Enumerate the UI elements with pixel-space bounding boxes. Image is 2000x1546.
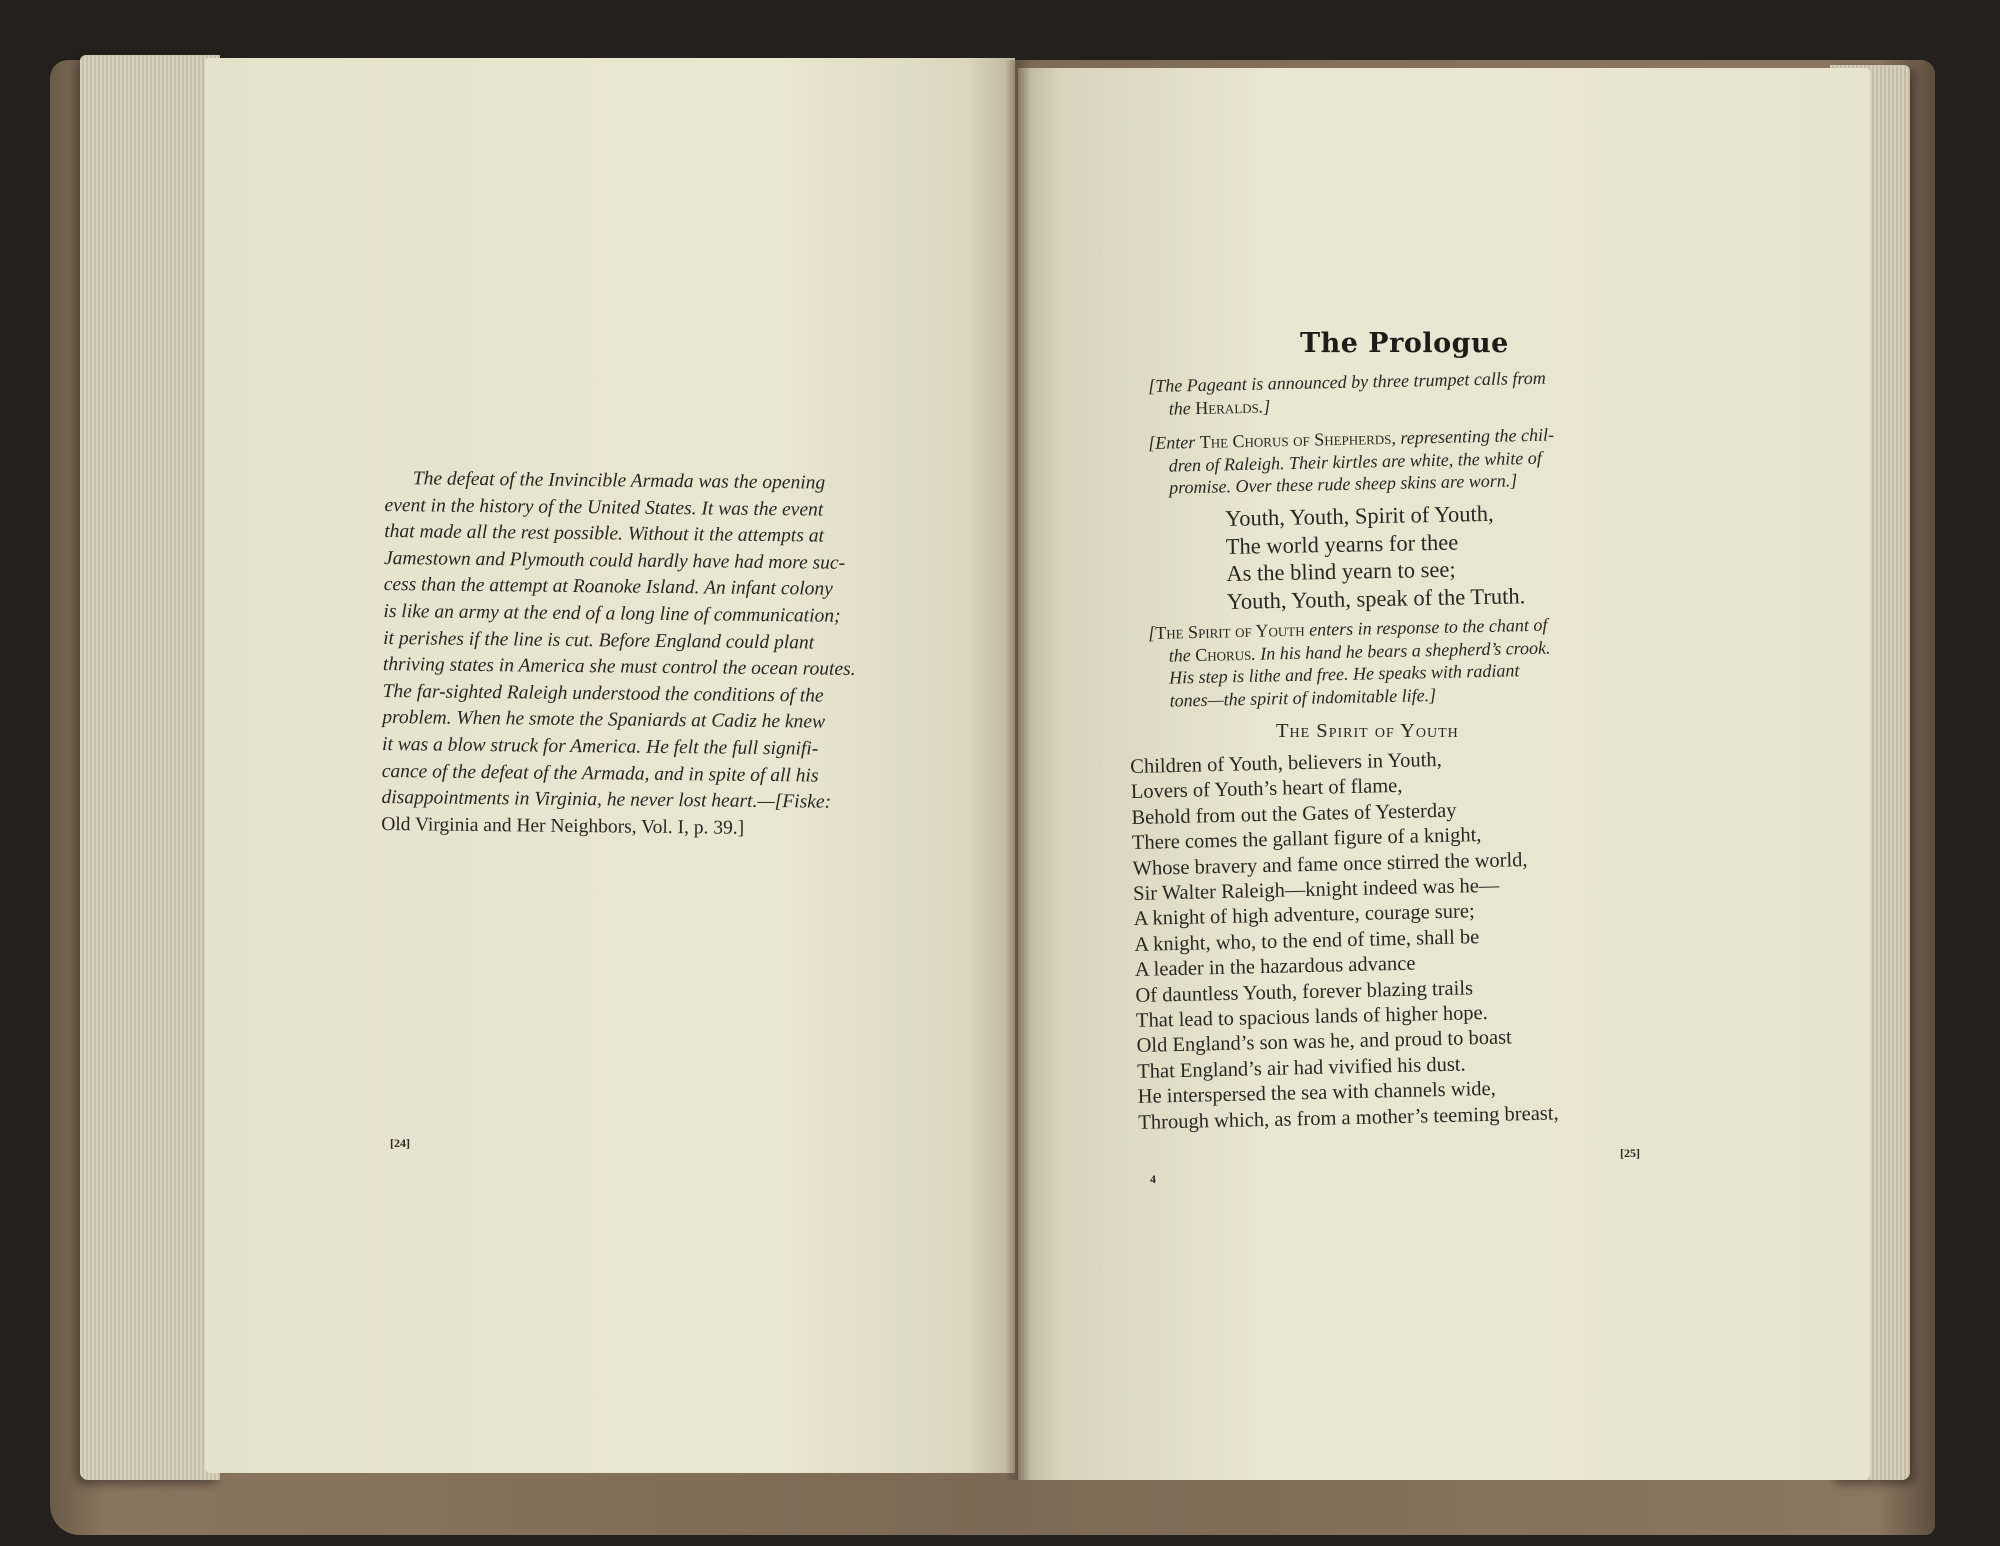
verse-line: That lead to spacious lands of higher hope. xyxy=(1135,1002,1489,1032)
verse-line: A knight, who, to the end of time, shall be xyxy=(1134,925,1480,956)
left-page-number: [24] xyxy=(390,1136,410,1150)
signature-mark: 4 xyxy=(1150,1172,1156,1186)
quote-citation: Old Virginia and Her Neighbors, Vol. I, p. 39.] xyxy=(381,813,745,839)
quote-line: it perishes if the line is cut. Before England could plant xyxy=(383,627,815,654)
book-gutter xyxy=(1005,60,1031,1480)
verse-line: A leader in the hazardous advance xyxy=(1134,952,1416,982)
stage-direction-line: [The Spirit of Youth enters in response to the chant of xyxy=(1148,614,1548,643)
stage-direction-line: the Heralds.] xyxy=(1168,395,1271,419)
quote-line: event in the history of the United States. It was the event xyxy=(384,494,824,521)
verse-line: Of dauntless Youth, forever blazing trails xyxy=(1135,976,1474,1007)
verse-line: Lovers of Youth’s heart of flame, xyxy=(1130,775,1403,804)
verse-line: He interspersed the sea with channels wide, xyxy=(1137,1078,1496,1109)
verse-line: Through which, as from a mother’s teeming breast, xyxy=(1138,1102,1559,1134)
verse-line: Whose bravery and fame once stirred the world, xyxy=(1132,848,1528,880)
speaker-heading: The Spirit of Youth xyxy=(1276,720,1459,742)
stage-direction-line: His step is lithe and free. He speaks with radiant xyxy=(1168,660,1520,688)
quote-line: disappointments in Virginia, he never lost heart.—[Fiske: xyxy=(381,787,832,813)
stage-direction-line: tones—the spirit of indomitable life.] xyxy=(1169,684,1437,711)
stage-direction-line: promise. Over these rude sheep skins are worn.] xyxy=(1168,470,1518,498)
quote-line: cance of the defeat of the Armada, and in spite of all his xyxy=(381,760,819,787)
quote-line: is like an army at the end of a long line of communication; xyxy=(383,600,841,627)
page-title: The Prologue xyxy=(1300,328,1509,359)
quote-line: problem. When he smote the Spaniards at Cadiz he knew xyxy=(382,707,826,733)
quote-line: thriving states in America she must control the ocean routes. xyxy=(382,654,856,681)
verse-line: There comes the gallant figure of a knight, xyxy=(1131,824,1482,855)
chorus-line: Youth, Youth, speak of the Truth. xyxy=(1226,582,1526,614)
spirit-of-youth-speech xyxy=(1130,745,1559,1136)
verse-line: That England’s air had vivified his dust. xyxy=(1136,1053,1466,1083)
chorus-line: The world yearns for thee xyxy=(1225,529,1459,559)
stage-direction-spirit xyxy=(1148,611,1670,712)
chorus-line: As the blind yearn to see; xyxy=(1226,556,1456,586)
verse-line: Sir Walter Raleigh—knight indeed was he— xyxy=(1132,874,1500,905)
quote-line: that made all the rest possible. Without it the attempts at xyxy=(384,521,825,547)
quote-line: The defeat of the Invincible Armada was the opening xyxy=(412,468,826,494)
stage-direction-chorus xyxy=(1148,422,1649,500)
quote-line: The far-sighted Raleigh understood the conditions of the xyxy=(382,680,824,707)
left-page-edges xyxy=(80,55,220,1480)
verse-line: A knight of high adventure, courage sure; xyxy=(1133,900,1475,931)
chorus-chant xyxy=(1225,499,1525,615)
stage-direction-line: [Enter The Chorus of Shepherds, representing the chil- xyxy=(1148,424,1555,453)
chorus-line: Youth, Youth, Spirit of Youth, xyxy=(1225,500,1494,531)
verse-line: Old England’s son was he, and proud to boast xyxy=(1136,1026,1512,1058)
fiske-quotation xyxy=(381,466,910,844)
quote-line: cess than the attempt at Roanoke Island. An infant colony xyxy=(383,574,833,601)
quote-line: it was a blow struck for America. He felt the full signifi- xyxy=(381,733,819,760)
stage-direction-line: dren of Raleigh. Their kirtles are white, the white of xyxy=(1168,447,1542,476)
verse-line: Children of Youth, believers in Youth, xyxy=(1130,748,1442,778)
right-page-number: [25] xyxy=(1620,1146,1640,1160)
stage-direction-line: the Chorus. In his hand he bears a shepherd’s crook. xyxy=(1168,637,1551,666)
quote-line: Jamestown and Plymouth could hardly have had more suc- xyxy=(383,547,846,574)
stage-direction-line: [The Pageant is announced by three trumpet calls from xyxy=(1148,367,1546,396)
verse-line: Behold from out the Gates of Yesterday xyxy=(1131,799,1457,829)
